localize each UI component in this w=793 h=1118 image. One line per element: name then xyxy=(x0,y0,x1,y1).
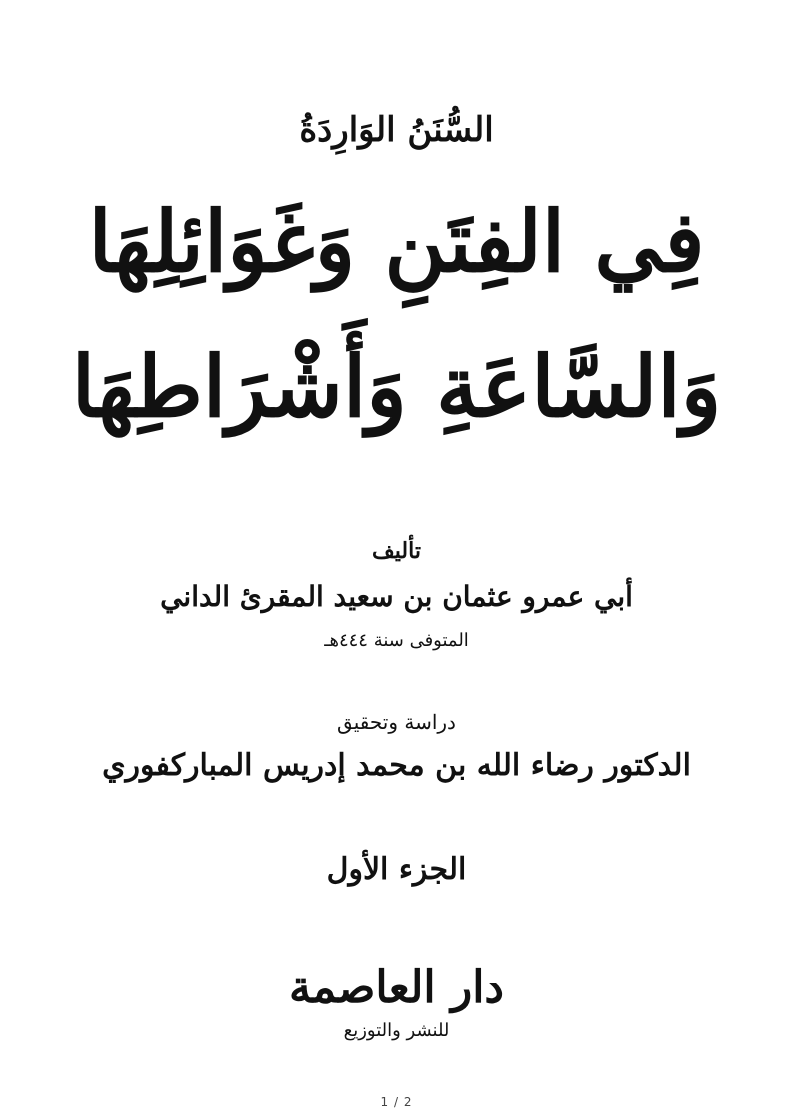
authorship-label: تأليف xyxy=(372,538,421,564)
publisher-subtitle: للنشر والتوزيع xyxy=(343,1020,450,1041)
study-label: دراسة وتحقيق xyxy=(337,710,456,734)
publisher-logo: دار العاصمة xyxy=(288,962,505,1013)
editor-name: الدكتور رضاء الله بن محمد إدريس المباركفوري xyxy=(102,748,691,783)
page-counter: 1 / 2 xyxy=(380,1095,413,1109)
author-name: أبي عمرو عثمان بن سعيد المقرئ الداني xyxy=(160,580,633,613)
book-subtitle: السُّنَنُ الوَارِدَةُ xyxy=(299,110,494,150)
volume-label: الجزء الأول xyxy=(326,852,467,887)
book-title-line-2: وَالسَّاعَةِ وَأَشْرَاطِهَا xyxy=(71,337,722,436)
book-title-line-1: فِي الفِتَنِ وَغَوَائِلِهَا xyxy=(88,192,705,291)
author-death-note: المتوفى سنة ٤٤٤هـ xyxy=(324,630,469,651)
